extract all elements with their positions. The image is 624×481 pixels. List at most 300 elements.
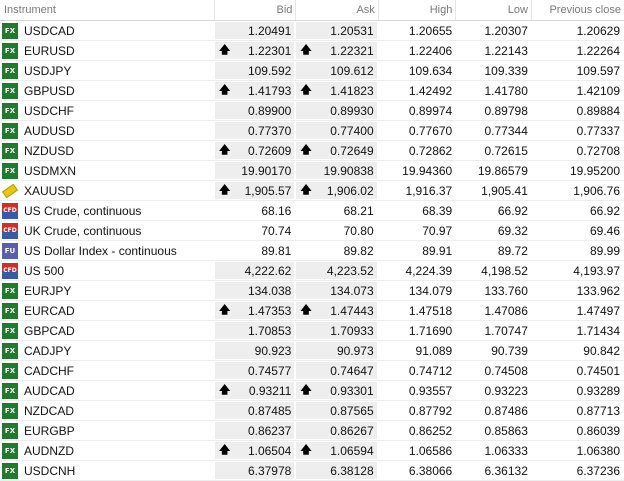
bid-cell[interactable] <box>215 402 296 419</box>
table-row[interactable] <box>0 421 624 441</box>
ask-box[interactable] <box>296 322 376 339</box>
ask-cell[interactable] <box>296 182 378 199</box>
bid-cell[interactable] <box>215 362 296 379</box>
column-header-high[interactable]: High <box>379 0 457 20</box>
instrument-cell[interactable] <box>0 223 215 239</box>
table-row[interactable] <box>0 261 624 281</box>
previous-close-value: 0.89884 <box>576 103 620 118</box>
ask-value: 0.72649 <box>330 143 374 158</box>
bid-box[interactable] <box>215 162 294 179</box>
ask-value: 1.20531 <box>330 23 374 38</box>
table-row[interactable] <box>0 341 624 361</box>
high-value: 1.42492 <box>408 83 453 98</box>
bid-cell[interactable] <box>215 342 296 359</box>
instrument-name: EURGBP <box>24 423 75 438</box>
bid-value: 109.592 <box>247 63 292 78</box>
bid-box[interactable] <box>215 462 294 479</box>
ask-box[interactable] <box>296 282 376 299</box>
table-row[interactable] <box>0 21 624 41</box>
ask-box[interactable] <box>296 202 376 219</box>
bid-cell[interactable] <box>215 182 296 199</box>
high-value: 0.87792 <box>408 403 453 418</box>
previous-close-value: 4,193.97 <box>573 263 620 278</box>
bid-box[interactable] <box>215 322 294 339</box>
instrument-cell[interactable] <box>0 343 215 359</box>
table-row[interactable] <box>0 381 624 401</box>
bid-value: 1.22301 <box>247 43 292 58</box>
ask-box[interactable] <box>296 302 376 319</box>
ask-cell[interactable] <box>296 82 378 99</box>
instrument-name: AUDNZD <box>24 443 74 458</box>
ask-box[interactable] <box>296 382 376 399</box>
ask-cell[interactable] <box>296 262 378 279</box>
table-row[interactable] <box>0 241 624 261</box>
instrument-cell[interactable] <box>0 463 215 479</box>
instrument-name: EURUSD <box>24 43 75 58</box>
instrument-cell[interactable] <box>0 183 215 199</box>
ask-cell[interactable] <box>296 42 378 59</box>
bid-box[interactable] <box>215 22 294 39</box>
low-value: 0.72615 <box>484 143 528 158</box>
high-value: 91.089 <box>415 343 453 358</box>
low-value: 0.87486 <box>484 403 528 418</box>
cfd-icon: CFD <box>2 223 18 239</box>
fx-icon: FX <box>2 103 18 119</box>
ask-value: 6.38128 <box>330 463 374 478</box>
gold-bar-icon <box>2 183 18 199</box>
ask-box[interactable] <box>296 82 376 99</box>
bid-cell[interactable] <box>215 142 296 159</box>
bid-value: 1.47353 <box>247 303 292 318</box>
table-row[interactable] <box>0 461 624 481</box>
table-row[interactable] <box>0 161 624 181</box>
previous-close-value: 0.72708 <box>576 143 620 158</box>
bid-value: 0.86237 <box>247 423 292 438</box>
bid-cell[interactable] <box>215 442 296 459</box>
instrument-name: AUDUSD <box>24 123 75 138</box>
ask-box[interactable] <box>296 142 376 159</box>
high-value: 0.93557 <box>408 383 453 398</box>
ask-value: 1.22321 <box>330 43 374 58</box>
low-value: 133.760 <box>484 283 528 298</box>
ask-cell[interactable] <box>296 362 378 379</box>
instrument-cell[interactable] <box>0 143 215 159</box>
up-arrow-icon: 🡅 <box>300 383 312 396</box>
ask-box[interactable] <box>296 62 376 79</box>
bid-box[interactable] <box>215 82 294 99</box>
bid-value: 68.16 <box>261 203 292 218</box>
instrument-name: AUDCAD <box>24 383 75 398</box>
high-value: 6.38066 <box>408 463 453 478</box>
table-row[interactable] <box>0 301 624 321</box>
instrument-cell[interactable] <box>0 43 215 59</box>
previous-close-value: 0.93289 <box>576 383 620 398</box>
ask-box[interactable] <box>296 442 376 459</box>
instrument-name: XAUUSD <box>24 183 75 198</box>
fx-icon: FX <box>2 143 18 159</box>
fx-icon: FX <box>2 283 18 299</box>
fx-icon: FX <box>2 323 18 339</box>
low-value: 4,198.52 <box>481 263 528 278</box>
bid-cell[interactable] <box>215 242 296 259</box>
ask-cell[interactable] <box>296 22 378 39</box>
table-row[interactable] <box>0 401 624 421</box>
low-value: 1,905.41 <box>481 183 528 198</box>
bid-cell[interactable] <box>215 302 296 319</box>
ask-box[interactable] <box>296 362 376 379</box>
bid-box[interactable] <box>215 122 294 139</box>
ask-value: 0.89930 <box>330 103 374 118</box>
instrument-name: USDJPY <box>24 63 72 78</box>
instrument-cell[interactable] <box>0 323 215 339</box>
up-arrow-icon: 🡅 <box>219 443 231 456</box>
instrument-cell[interactable] <box>0 283 215 299</box>
ask-box[interactable] <box>296 422 376 439</box>
up-arrow-icon: 🡅 <box>219 383 231 396</box>
high-value: 0.72862 <box>408 143 453 158</box>
fx-icon: FX <box>2 83 18 99</box>
previous-close-value: 0.74501 <box>576 363 620 378</box>
up-arrow-icon: 🡅 <box>300 83 312 96</box>
low-value: 0.85863 <box>484 423 528 438</box>
instrument-cell[interactable] <box>0 443 215 459</box>
ask-box[interactable] <box>296 402 376 419</box>
previous-close-value: 90.842 <box>583 343 620 358</box>
instrument-cell[interactable] <box>0 303 215 319</box>
bid-value: 19.90170 <box>241 163 292 178</box>
low-value: 1.20307 <box>484 23 528 38</box>
up-arrow-icon: 🡅 <box>300 183 312 196</box>
ask-value: 1,906.02 <box>326 183 374 198</box>
table-row[interactable] <box>0 361 624 381</box>
instrument-cell[interactable] <box>0 403 215 419</box>
instrument-name: USDCNH <box>24 463 76 478</box>
instrument-name: USDMXN <box>24 163 77 178</box>
bid-cell[interactable] <box>215 262 296 279</box>
up-arrow-icon: 🡅 <box>219 183 231 196</box>
ask-value: 1.70933 <box>330 323 374 338</box>
bid-cell[interactable] <box>215 322 296 339</box>
previous-close-value: 19.95200 <box>569 163 620 178</box>
ask-value: 19.90838 <box>323 163 374 178</box>
bid-box[interactable] <box>215 62 294 79</box>
bid-box[interactable] <box>215 142 294 159</box>
instrument-cell[interactable] <box>0 203 215 219</box>
bid-cell[interactable] <box>215 102 296 119</box>
low-value: 66.92 <box>497 203 528 218</box>
high-value: 0.86252 <box>408 423 453 438</box>
ask-box[interactable] <box>296 262 376 279</box>
fx-icon: FX <box>2 443 18 459</box>
instrument-cell[interactable] <box>0 23 215 39</box>
bid-box[interactable] <box>215 382 294 399</box>
bid-box[interactable] <box>215 202 294 219</box>
instrument-cell[interactable] <box>0 163 215 179</box>
bid-value: 134.038 <box>247 283 292 298</box>
instrument-cell[interactable] <box>0 63 215 79</box>
instrument-name: EURJPY <box>24 283 72 298</box>
fx-icon: FX <box>2 423 18 439</box>
high-value: 1.47518 <box>408 303 453 318</box>
fx-icon: FX <box>2 43 18 59</box>
previous-close-value: 1.42109 <box>576 83 620 98</box>
bid-value: 0.89900 <box>247 103 292 118</box>
ask-value: 70.80 <box>343 223 374 238</box>
ask-box[interactable] <box>296 42 376 59</box>
bid-cell[interactable] <box>215 62 296 79</box>
ask-box[interactable] <box>296 182 376 199</box>
high-value: 1.06586 <box>408 443 453 458</box>
table-body <box>0 21 624 481</box>
ask-cell[interactable] <box>296 422 378 439</box>
ask-cell[interactable] <box>296 342 378 359</box>
instrument-cell[interactable] <box>0 243 215 259</box>
instrument-name: US 500 <box>24 263 65 278</box>
instrument-cell[interactable] <box>0 363 215 379</box>
low-value: 1.47086 <box>484 303 528 318</box>
instrument-name: US Crude, continuous <box>24 203 142 218</box>
table-row[interactable] <box>0 141 624 161</box>
bid-box[interactable] <box>215 442 294 459</box>
low-value: 0.77344 <box>484 123 528 138</box>
fx-icon: FX <box>2 23 18 39</box>
bid-value: 1.41793 <box>247 83 292 98</box>
previous-close-value: 1,906.76 <box>573 183 620 198</box>
bid-box[interactable] <box>215 342 294 359</box>
ask-value: 0.74647 <box>330 363 374 378</box>
column-header-instrument[interactable]: Instrument <box>0 0 215 20</box>
table-row[interactable] <box>0 221 624 241</box>
low-value: 69.32 <box>497 223 528 238</box>
bid-cell[interactable] <box>215 202 296 219</box>
bid-cell[interactable] <box>215 162 296 179</box>
ask-cell[interactable] <box>296 102 378 119</box>
previous-close-value: 1.22264 <box>576 43 620 58</box>
previous-close-value: 0.77337 <box>576 123 620 138</box>
high-value: 134.079 <box>408 283 453 298</box>
ask-box[interactable] <box>296 242 376 259</box>
instrument-name: NZDUSD <box>24 143 74 158</box>
previous-close-value: 109.597 <box>576 63 620 78</box>
bid-cell[interactable] <box>215 22 296 39</box>
low-value: 0.74508 <box>484 363 528 378</box>
up-arrow-icon: 🡅 <box>300 443 312 456</box>
ask-box[interactable] <box>296 462 376 479</box>
ask-cell[interactable] <box>296 122 378 139</box>
up-arrow-icon: 🡅 <box>300 303 312 316</box>
bid-value: 0.74577 <box>247 363 292 378</box>
high-value: 68.39 <box>422 203 453 218</box>
previous-close-value: 1.47497 <box>576 303 620 318</box>
ask-value: 4,223.52 <box>326 263 374 278</box>
bid-cell[interactable] <box>215 282 296 299</box>
bid-cell[interactable] <box>215 42 296 59</box>
bid-box[interactable] <box>215 262 294 279</box>
bid-value: 0.77370 <box>247 123 292 138</box>
fx-icon: FX <box>2 383 18 399</box>
column-header-bid[interactable]: Bid <box>215 0 296 20</box>
instrument-name: GBPCAD <box>24 323 75 338</box>
table-header <box>0 0 624 21</box>
instrument-name: UK Crude, continuous <box>24 223 142 238</box>
bid-box[interactable] <box>215 362 294 379</box>
low-value: 90.739 <box>491 343 528 358</box>
bid-value: 0.72609 <box>247 143 292 158</box>
column-header-ask[interactable]: Ask <box>296 0 378 20</box>
instrument-name: GBPUSD <box>24 83 75 98</box>
bid-cell[interactable] <box>215 222 296 239</box>
ask-value: 0.77400 <box>330 123 374 138</box>
bid-box[interactable] <box>215 302 294 319</box>
table-row[interactable] <box>0 181 624 201</box>
futures-icon: FU <box>2 243 18 259</box>
table-row[interactable] <box>0 441 624 461</box>
bid-value: 6.37978 <box>247 463 292 478</box>
previous-close-value: 1.06380 <box>576 443 620 458</box>
ask-cell[interactable] <box>296 62 378 79</box>
bid-cell[interactable] <box>215 422 296 439</box>
high-value: 109.634 <box>408 63 453 78</box>
previous-close-value: 133.962 <box>576 283 620 298</box>
bid-box[interactable] <box>215 422 294 439</box>
ask-box[interactable] <box>296 342 376 359</box>
ask-value: 0.93301 <box>330 383 374 398</box>
bid-box[interactable] <box>215 182 294 199</box>
bid-value: 89.81 <box>261 243 292 258</box>
bid-box[interactable] <box>215 242 294 259</box>
instrument-cell[interactable] <box>0 423 215 439</box>
bid-box[interactable] <box>215 102 294 119</box>
ask-box[interactable] <box>296 122 376 139</box>
table-row[interactable] <box>0 281 624 301</box>
bid-cell[interactable] <box>215 462 296 479</box>
high-value: 1.71690 <box>408 323 453 338</box>
bid-box[interactable] <box>215 42 294 59</box>
instrument-cell[interactable] <box>0 103 215 119</box>
instrument-cell[interactable] <box>0 383 215 399</box>
table-row[interactable] <box>0 321 624 341</box>
table-row[interactable] <box>0 201 624 221</box>
low-value: 1.41780 <box>484 83 528 98</box>
ask-cell[interactable] <box>296 242 378 259</box>
ask-value: 1.06594 <box>330 443 374 458</box>
high-value: 4,224.39 <box>405 263 453 278</box>
instrument-name: CADCHF <box>24 363 74 378</box>
instrument-name: US Dollar Index - continuous <box>24 243 177 258</box>
ask-cell[interactable] <box>296 302 378 319</box>
ask-box[interactable] <box>296 222 376 239</box>
low-value: 6.36132 <box>484 463 528 478</box>
fx-icon: FX <box>2 363 18 379</box>
low-value: 1.70747 <box>484 323 528 338</box>
ask-cell[interactable] <box>296 222 378 239</box>
table-row[interactable] <box>0 101 624 121</box>
ask-box[interactable] <box>296 102 376 119</box>
instrument-cell[interactable] <box>0 83 215 99</box>
ask-box[interactable] <box>296 162 376 179</box>
fx-icon: FX <box>2 343 18 359</box>
ask-value: 134.073 <box>330 283 374 298</box>
up-arrow-icon: 🡅 <box>300 143 312 156</box>
column-header-low[interactable]: Low <box>456 0 532 20</box>
bid-cell[interactable] <box>215 82 296 99</box>
ask-cell[interactable] <box>296 282 378 299</box>
ask-cell[interactable] <box>296 162 378 179</box>
ask-cell[interactable] <box>296 202 378 219</box>
bid-cell[interactable] <box>215 122 296 139</box>
fx-icon: FX <box>2 403 18 419</box>
ask-value: 68.21 <box>343 203 374 218</box>
ask-value: 89.82 <box>343 243 374 258</box>
previous-close-value: 89.99 <box>589 243 620 258</box>
column-header-previous-close[interactable]: Previous close <box>549 4 621 16</box>
fx-icon: FX <box>2 463 18 479</box>
instrument-name: USDCAD <box>24 23 75 38</box>
fx-icon: FX <box>2 63 18 79</box>
ask-cell[interactable] <box>296 402 378 419</box>
high-value: 1.22406 <box>408 43 453 58</box>
high-value: 0.77670 <box>408 123 453 138</box>
bid-value: 1.70853 <box>247 323 292 338</box>
high-value: 1,916.37 <box>405 183 453 198</box>
previous-close-value: 1.71434 <box>576 323 620 338</box>
low-value: 19.86579 <box>477 163 528 178</box>
ask-cell[interactable] <box>296 442 378 459</box>
previous-close-value: 6.37236 <box>576 463 620 478</box>
bid-cell[interactable] <box>215 382 296 399</box>
high-value: 1.20655 <box>408 23 453 38</box>
fx-icon: FX <box>2 303 18 319</box>
bid-box[interactable] <box>215 222 294 239</box>
bid-box[interactable] <box>215 282 294 299</box>
bid-value: 70.74 <box>261 223 292 238</box>
table-row[interactable] <box>0 121 624 141</box>
bid-value: 0.87485 <box>247 403 292 418</box>
up-arrow-icon: 🡅 <box>219 143 231 156</box>
table-row[interactable] <box>0 41 624 61</box>
low-value: 1.06333 <box>484 443 528 458</box>
high-value: 19.94360 <box>402 163 453 178</box>
bid-value: 1,905.57 <box>244 183 292 198</box>
high-value: 0.89974 <box>408 103 453 118</box>
up-arrow-icon: 🡅 <box>219 83 231 96</box>
ask-cell[interactable] <box>296 462 378 479</box>
ask-value: 0.87565 <box>330 403 374 418</box>
instrument-name: USDCHF <box>24 103 74 118</box>
up-arrow-icon: 🡅 <box>300 43 312 56</box>
table-row[interactable] <box>0 81 624 101</box>
bid-value: 1.20491 <box>247 23 292 38</box>
ask-cell[interactable] <box>296 382 378 399</box>
ask-box[interactable] <box>296 22 376 39</box>
bid-box[interactable] <box>215 402 294 419</box>
instrument-cell[interactable] <box>0 263 215 279</box>
previous-close-value: 69.46 <box>589 223 620 238</box>
bid-value: 4,222.62 <box>244 263 292 278</box>
instrument-name: NZDCAD <box>24 403 74 418</box>
up-arrow-icon: 🡅 <box>219 303 231 316</box>
table-row[interactable] <box>0 61 624 81</box>
fx-icon: FX <box>2 163 18 179</box>
ask-cell[interactable] <box>296 322 378 339</box>
instrument-cell[interactable] <box>0 123 215 139</box>
ask-cell[interactable] <box>296 142 378 159</box>
low-value: 89.72 <box>497 243 528 258</box>
low-value: 0.93223 <box>484 383 528 398</box>
previous-close-value: 0.87713 <box>576 403 620 418</box>
ask-value: 0.86267 <box>330 423 374 438</box>
cfd-icon: CFD <box>2 203 18 219</box>
